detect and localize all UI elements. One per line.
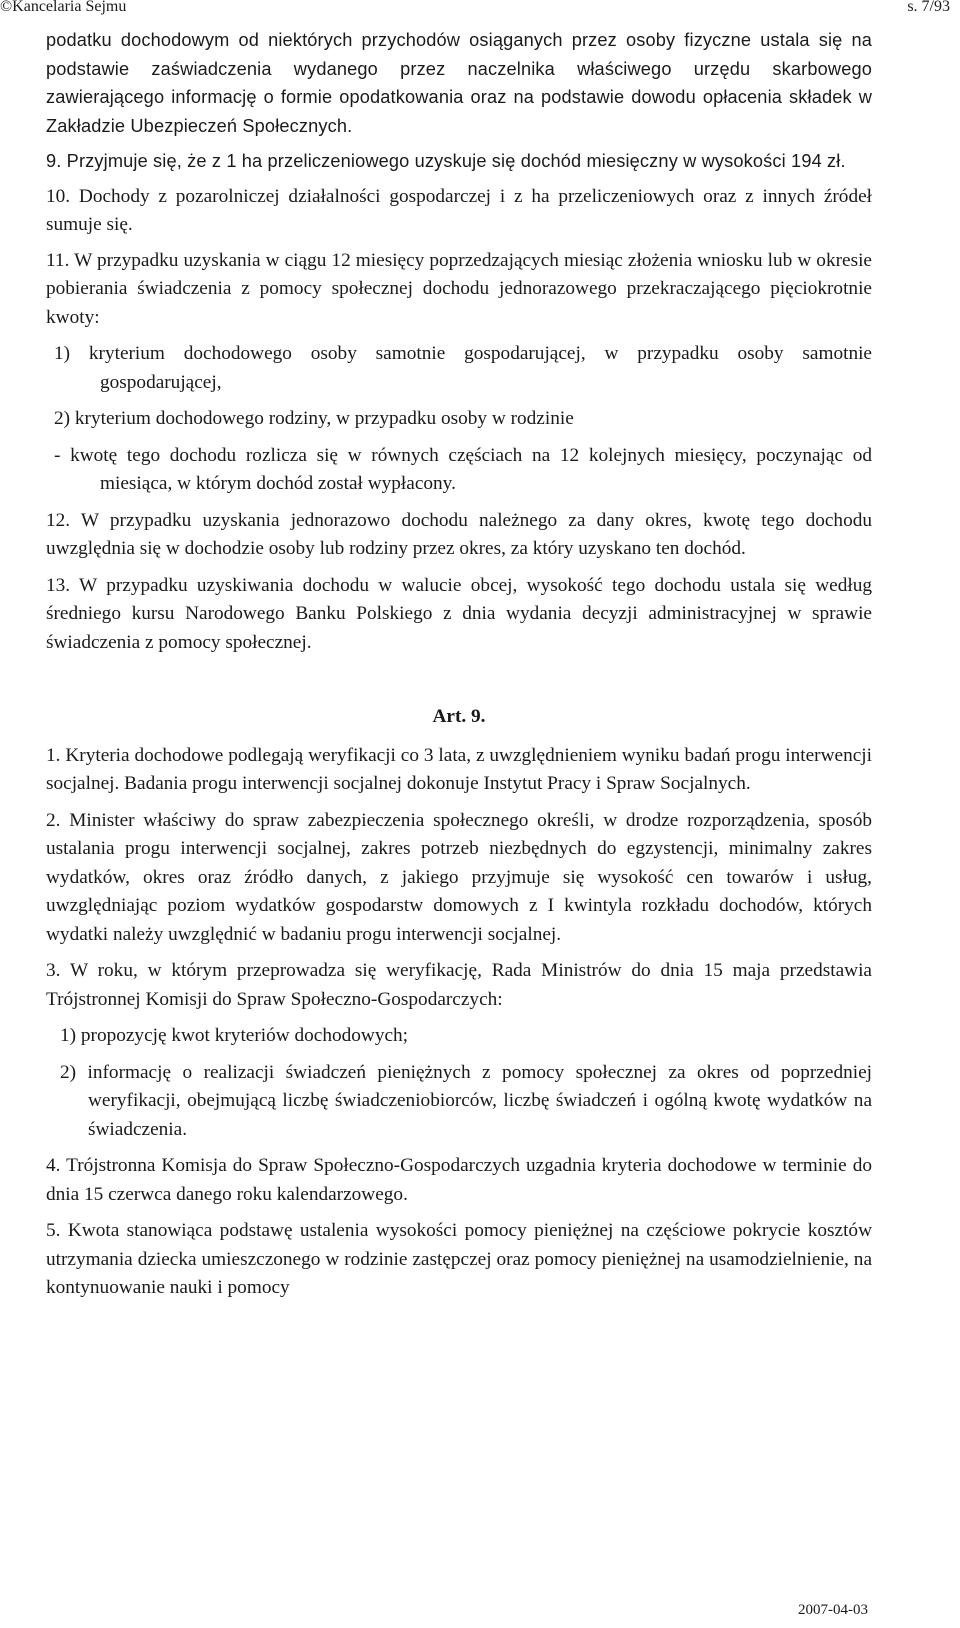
paragraph-12: 12. W przypadku uzyskania jednorazowo dochodu należnego za dany okres, kwotę tego dochodu uwzględnia się w dochodzie osoby lub rodziny przez okres, za który uzyskano ten dochód. (46, 509, 872, 559)
paragraph-9: 9. Przyjmuje się, że z 1 ha przeliczeniowego uzyskuje się dochód miesięczny w wysokości 194 zł. (46, 151, 846, 171)
article-paragraph-5: 5. Kwota stanowiąca podstawę ustalenia wysokości pomocy pieniężnej na częściowe pokrycie kosztów utrzymania dziecka umieszczonego w rodzinie zastępczej oraz pomocy pieniężnej na usamodzielnienie, na kontynuowanie nauki i pomocy (46, 1220, 872, 1298)
article-paragraph-3-item-1: 1) propozycję kwot kryteriów dochodowych; (60, 1025, 409, 1046)
article-paragraph-2: 2. Minister właściwy do spraw zabezpieczenia społecznego określi, w drodze rozporządzenia, sposób ustalania progu interwencji socjalnej, zakres potrzeb niezbędnych do egzystencji, minimalny zakres wydatków, okres oraz źródło danych, z jakiego przyjmuje się wysokość cen towarów i usług, uwzględniając poziom wydatków gospodarstw domowych z I kwintyla rozkładu dochodów, których wydatki należy uwzględnić w badaniu progu interwencji socjalnej. (46, 809, 872, 945)
article-paragraph-4: 4. Trójstronna Komisja do Spraw Społeczno-Gospodarczych uzgadnia kryteria dochodowe w terminie do dnia 15 czerwca danego roku kalendarzowego. (46, 1155, 872, 1205)
paragraph-11-dash: - kwotę tego dochodu rozlicza się w równych częściach na 12 kolejnych miesięcy, poczynając od miesiąca, w którym dochód został wypłacony. (54, 444, 872, 494)
paragraph-10: 10. Dochody z pozarolniczej działalności gospodarczej i z ha przeliczeniowych oraz z innych źródeł sumuje się. (46, 185, 872, 235)
page-number: s. 7/93 (907, 0, 950, 15)
paragraph-11: 11. W przypadku uzyskania w ciągu 12 miesięcy poprzedzających miesiąc złożenia wniosku lub w okresie pobierania świadczenia z pomocy społecznej dochodu jednorazowego przekraczającego pięciokrotnie kwoty: (46, 249, 872, 328)
paragraph-11-item-2: 2) kryterium dochodowego rodziny, w przypadku osoby w rodzinie (54, 408, 574, 429)
document-body (46, 26, 872, 1311)
footer-date: 2007-04-03 (798, 1602, 868, 1618)
article-title: Art. 9. (432, 706, 486, 727)
paragraph-11-item-1: 1) kryterium dochodowego osoby samotnie gospodarującej, w przypadku osoby samotnie gospodarującej, (54, 343, 872, 393)
article-paragraph-1: 1. Kryteria dochodowe podlegają weryfikacji co 3 lata, z uwzględnieniem wyniku badań progu interwencji socjalnej. Badania progu interwencji socjalnej dokonuje Instytut Pracy i Spraw Socjalnych. (46, 744, 872, 794)
article-paragraph-3: 3. W roku, w którym przeprowadza się weryfikację, Rada Ministrów do dnia 15 maja przedstawia Trójstronnej Komisji do Spraw Społeczno-Gospodarczych: (46, 960, 872, 1010)
article-paragraph-3-item-2: 2) informację o realizacji świadczeń pieniężnych z pomocy społecznej za okres od poprzedniej weryfikacji, obejmującą liczbę świadczeniobiorców, liczbę świadczeń i ogólną kwotę wydatków na świadczenia. (60, 1061, 872, 1140)
header-copyright: ©Kancelaria Sejmu (0, 0, 127, 15)
paragraph-13: 13. W przypadku uzyskiwania dochodu w walucie obcej, wysokość tego dochodu ustala się według średniego kursu Narodowego Banku Polskiego z dnia wydania decyzji administracyjnej w sprawie świadczenia z pomocy społecznej. (46, 574, 872, 653)
paragraph-continued: podatku dochodowym od niektórych przychodów osiąganych przez osoby fizyczne ustala się na podstawie zaświadczenia wydanego przez naczelnika właściwego urzędu skarbowego zawierającego informację o formie opodatkowania oraz na podstawie dowodu opłacenia składek w Zakładzie Ubezpieczeń Społecznych. (46, 30, 872, 136)
